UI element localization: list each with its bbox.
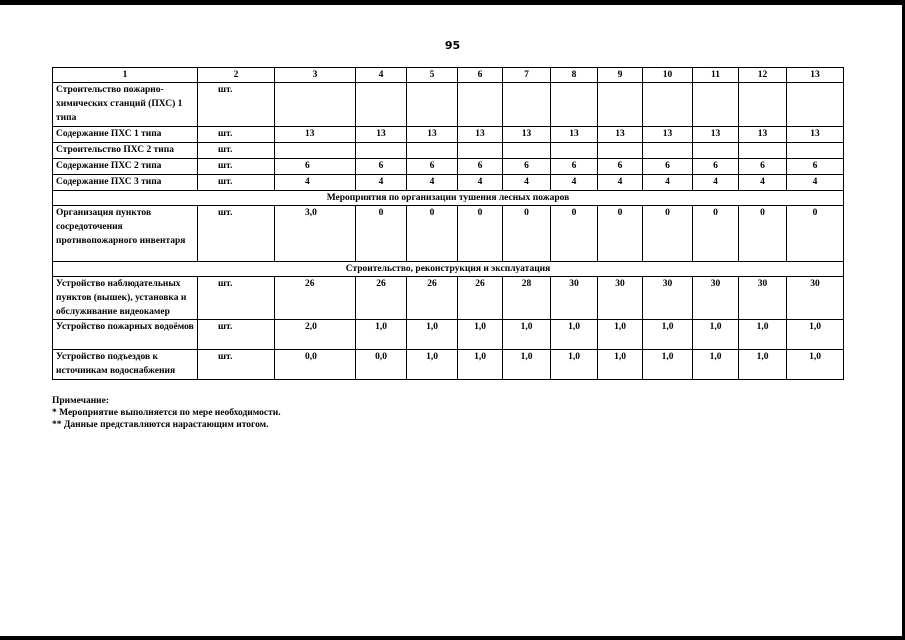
value-cell: 13 [275,127,356,143]
value-cell: 4 [275,175,356,191]
value-cell [356,83,407,127]
measure-name-cell: Устройство пожарных водоёмов [53,320,198,350]
unit-cell: шт. [198,143,275,159]
value-cell: 6 [503,159,551,175]
notes-title: Примечание: [52,396,110,406]
column-number-cell: 2 [198,68,275,83]
measure-name-cell: Строительство пожарно-химических станций (ПХС) 1 типа [53,83,198,127]
value-cell [643,143,693,159]
value-cell: 0 [458,206,503,262]
measure-name-cell: Содержание ПХС 2 типа [53,159,198,175]
value-cell: 6 [598,159,643,175]
table-row [53,159,844,175]
value-cell: 0 [739,206,787,262]
measure-name-cell: Содержание ПХС 3 типа [53,175,198,191]
value-cell: 13 [458,127,503,143]
measures-table [52,67,844,380]
value-cell: 1,0 [503,320,551,350]
value-cell: 2,0 [275,320,356,350]
value-cell [693,143,739,159]
notes-block [52,395,281,431]
value-cell: 6 [551,159,598,175]
table-row [53,143,844,159]
column-number-cell: 11 [693,68,739,83]
value-cell: 6 [739,159,787,175]
value-cell: 6 [458,159,503,175]
scan-frame-top [0,0,905,5]
value-cell: 6 [275,159,356,175]
value-cell: 6 [643,159,693,175]
value-cell: 4 [551,175,598,191]
value-cell: 1,0 [739,350,787,380]
value-cell: 30 [787,277,844,320]
unit-cell: шт. [198,206,275,262]
unit-cell: шт. [198,175,275,191]
value-cell: 13 [787,127,844,143]
value-cell: 1,0 [787,350,844,380]
value-cell [787,143,844,159]
value-cell [598,143,643,159]
value-cell: 1,0 [739,320,787,350]
value-cell: 0 [551,206,598,262]
unit-cell: шт. [198,159,275,175]
value-cell [551,83,598,127]
table-row [53,350,844,380]
value-cell [458,143,503,159]
value-cell [503,143,551,159]
value-cell [458,83,503,127]
value-cell: 4 [693,175,739,191]
value-cell: 28 [503,277,551,320]
measure-name-cell: Содержание ПХС 1 типа [53,127,198,143]
value-cell: 1,0 [407,350,458,380]
value-cell: 0 [787,206,844,262]
value-cell: 13 [356,127,407,143]
column-number-cell: 3 [275,68,356,83]
unit-cell: шт. [198,127,275,143]
section-row [53,191,844,206]
column-number-cell: 8 [551,68,598,83]
value-cell: 1,0 [598,320,643,350]
value-cell: 1,0 [598,350,643,380]
value-cell: 26 [407,277,458,320]
value-cell: 6 [693,159,739,175]
value-cell: 26 [458,277,503,320]
value-cell: 1,0 [551,320,598,350]
value-cell: 26 [356,277,407,320]
value-cell [787,83,844,127]
unit-cell: шт. [198,320,275,350]
column-number-cell: 10 [643,68,693,83]
column-number-cell: 1 [53,68,198,83]
value-cell: 30 [551,277,598,320]
unit-cell: шт. [198,83,275,127]
measure-name-cell: Устройство подъездов к источникам водоснабжения [53,350,198,380]
column-number-cell: 12 [739,68,787,83]
value-cell: 13 [739,127,787,143]
value-cell: 0 [643,206,693,262]
value-cell: 1,0 [693,320,739,350]
table-row [53,277,844,320]
value-cell [693,83,739,127]
value-cell: 6 [407,159,458,175]
value-cell: 13 [598,127,643,143]
value-cell [598,83,643,127]
page-number: 95 [444,39,461,52]
table-row [53,83,844,127]
value-cell: 30 [643,277,693,320]
value-cell: 30 [598,277,643,320]
value-cell: 0 [598,206,643,262]
value-cell [551,143,598,159]
column-number-cell: 4 [356,68,407,83]
value-cell: 0,0 [356,350,407,380]
value-cell: 1,0 [643,320,693,350]
value-cell [739,83,787,127]
table-row [53,206,844,262]
column-number-cell: 9 [598,68,643,83]
value-cell: 4 [787,175,844,191]
value-cell: 4 [503,175,551,191]
value-cell: 4 [643,175,693,191]
table-row [53,127,844,143]
value-cell [643,83,693,127]
value-cell: 1,0 [503,350,551,380]
value-cell [503,83,551,127]
unit-cell: шт. [198,277,275,320]
note-item: * Мероприятие выполняется по мере необходимости. [52,408,281,418]
section-row [53,262,844,277]
column-number-cell: 5 [407,68,458,83]
value-cell: 13 [693,127,739,143]
value-cell [356,143,407,159]
value-cell: 1,0 [407,320,458,350]
column-number-row [53,68,844,83]
value-cell: 1,0 [551,350,598,380]
value-cell: 1,0 [643,350,693,380]
value-cell [275,143,356,159]
value-cell [739,143,787,159]
value-cell: 13 [407,127,458,143]
value-cell: 13 [551,127,598,143]
column-number-cell: 6 [458,68,503,83]
column-number-cell: 13 [787,68,844,83]
value-cell: 0 [693,206,739,262]
value-cell: 0 [407,206,458,262]
value-cell: 4 [739,175,787,191]
value-cell: 6 [356,159,407,175]
note-item: ** Данные представляются нарастающим итогом. [52,420,269,430]
value-cell: 3,0 [275,206,356,262]
unit-cell: шт. [198,350,275,380]
value-cell: 13 [503,127,551,143]
value-cell: 1,0 [356,320,407,350]
value-cell [275,83,356,127]
value-cell [407,143,458,159]
scan-frame-bottom [0,636,905,640]
value-cell: 0,0 [275,350,356,380]
table-row [53,175,844,191]
value-cell [407,83,458,127]
value-cell: 1,0 [787,320,844,350]
measure-name-cell: Устройство наблюдательных пунктов (вышек), установка и обслуживание видеокамер [53,277,198,320]
value-cell: 4 [356,175,407,191]
table-row [53,320,844,350]
measure-name-cell: Строительство ПХС 2 типа [53,143,198,159]
value-cell: 26 [275,277,356,320]
table-body [53,68,844,380]
value-cell: 0 [503,206,551,262]
value-cell: 4 [458,175,503,191]
value-cell: 30 [693,277,739,320]
value-cell: 13 [643,127,693,143]
value-cell: 1,0 [458,350,503,380]
value-cell: 6 [787,159,844,175]
section-title: Мероприятия по организации тушения лесных пожаров [53,191,844,206]
section-title: Строительство, реконструкция и эксплуатация [53,262,844,277]
value-cell: 30 [739,277,787,320]
value-cell: 4 [407,175,458,191]
value-cell: 0 [356,206,407,262]
value-cell: 4 [598,175,643,191]
value-cell: 1,0 [693,350,739,380]
value-cell: 1,0 [458,320,503,350]
column-number-cell: 7 [503,68,551,83]
measure-name-cell: Организация пунктов сосредоточения противопожарного инвентаря [53,206,198,262]
